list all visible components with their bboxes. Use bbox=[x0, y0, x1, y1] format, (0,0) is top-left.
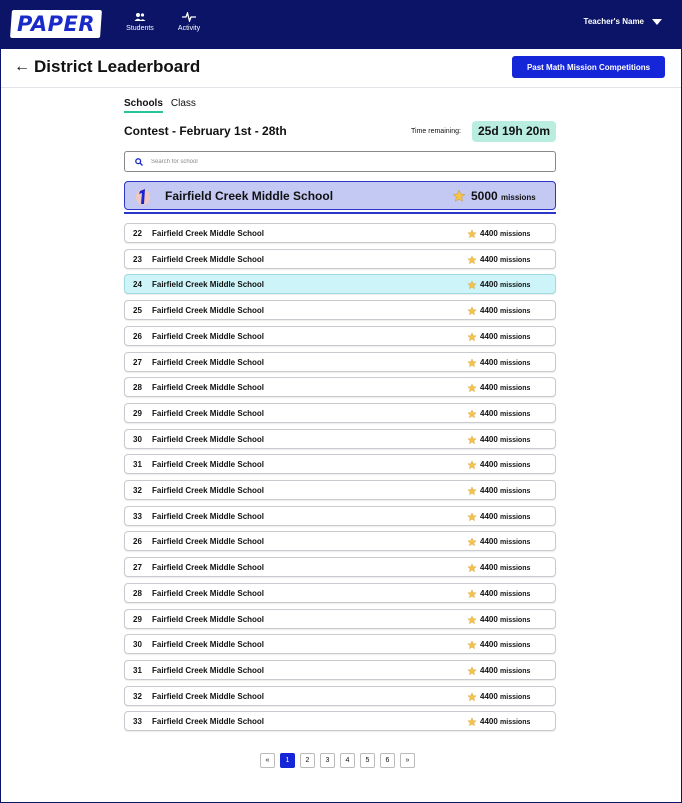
star-icon bbox=[467, 537, 477, 547]
row-count-value: 4400 bbox=[480, 331, 498, 341]
row-school-name: Fairfield Creek Middle School bbox=[152, 665, 265, 675]
table-row[interactable] bbox=[124, 711, 556, 731]
tab-class[interactable]: Class bbox=[170, 98, 196, 109]
row-mission-count bbox=[480, 435, 530, 444]
row-mission-count bbox=[480, 563, 530, 572]
star-icon bbox=[467, 512, 477, 522]
table-row[interactable] bbox=[124, 274, 556, 294]
row-count-value: 4400 bbox=[480, 691, 498, 701]
page-button-3[interactable]: 3 bbox=[320, 753, 335, 768]
star-icon bbox=[467, 255, 477, 265]
pagination bbox=[260, 753, 415, 768]
table-row[interactable] bbox=[124, 660, 556, 680]
pulse-icon bbox=[182, 12, 196, 22]
star-icon bbox=[467, 409, 477, 419]
featured-count-value: 5000 bbox=[471, 189, 498, 203]
row-mission-count bbox=[480, 229, 530, 238]
row-rank: 29 bbox=[133, 408, 142, 418]
row-school-name: Fairfield Creek Middle School bbox=[152, 691, 265, 701]
row-count-value: 4400 bbox=[480, 357, 498, 367]
row-school-name: Fairfield Creek Middle School bbox=[152, 331, 265, 341]
row-count-value: 4400 bbox=[480, 563, 498, 573]
star-icon bbox=[467, 717, 477, 727]
row-count-unit: missions bbox=[500, 359, 531, 367]
row-count-unit: missions bbox=[500, 256, 531, 264]
row-rank: 33 bbox=[133, 511, 142, 521]
tab-schools[interactable]: Schools bbox=[124, 98, 163, 113]
row-count-value: 4400 bbox=[480, 280, 498, 290]
row-school-name: Fairfield Creek Middle School bbox=[152, 434, 265, 444]
row-school-name: Fairfield Creek Middle School bbox=[152, 588, 265, 598]
contest-title: Contest - February 1st - 28th bbox=[124, 124, 287, 138]
star-icon bbox=[467, 666, 477, 676]
table-row[interactable] bbox=[124, 249, 556, 269]
star-icon bbox=[467, 486, 477, 496]
row-school-name: Fairfield Creek Middle School bbox=[152, 280, 265, 290]
row-rank: 32 bbox=[133, 691, 142, 701]
nav-activity[interactable] bbox=[167, 12, 211, 32]
row-count-unit: missions bbox=[500, 308, 531, 316]
table-row[interactable] bbox=[124, 634, 556, 654]
row-count-value: 4400 bbox=[480, 588, 498, 598]
row-rank: 30 bbox=[133, 434, 142, 444]
row-rank: 31 bbox=[133, 665, 142, 675]
star-icon bbox=[467, 358, 477, 368]
row-mission-count bbox=[480, 666, 530, 675]
table-row[interactable] bbox=[124, 454, 556, 474]
row-mission-count bbox=[480, 640, 530, 649]
row-count-value: 4400 bbox=[480, 306, 498, 316]
teacher-name: Teacher's Name bbox=[583, 17, 644, 26]
row-mission-count bbox=[480, 255, 530, 264]
row-mission-count bbox=[480, 717, 530, 726]
nav-activity-label: Activity bbox=[177, 25, 201, 32]
row-school-name: Fairfield Creek Middle School bbox=[152, 460, 265, 470]
table-row[interactable] bbox=[124, 326, 556, 346]
page-button-2[interactable]: 2 bbox=[300, 753, 315, 768]
row-mission-count bbox=[480, 383, 530, 392]
row-school-name: Fairfield Creek Middle School bbox=[152, 717, 265, 727]
row-school-name: Fairfield Creek Middle School bbox=[152, 357, 265, 367]
star-icon bbox=[467, 229, 477, 239]
row-school-name: Fairfield Creek Middle School bbox=[152, 511, 265, 521]
featured-school-row[interactable] bbox=[124, 181, 556, 210]
row-count-unit: missions bbox=[500, 642, 531, 650]
page-button-6[interactable]: 6 bbox=[380, 753, 395, 768]
row-count-unit: missions bbox=[500, 667, 531, 675]
table-row[interactable] bbox=[124, 506, 556, 526]
star-icon bbox=[467, 460, 477, 470]
teacher-menu[interactable] bbox=[584, 17, 662, 26]
top-nav-bar bbox=[0, 0, 682, 49]
nav-students-label: Students bbox=[126, 25, 154, 32]
row-count-value: 4400 bbox=[480, 665, 498, 675]
row-count-value: 4400 bbox=[480, 254, 498, 264]
star-icon bbox=[467, 332, 477, 342]
row-count-unit: missions bbox=[500, 693, 531, 701]
row-count-value: 4400 bbox=[480, 408, 498, 418]
page-button-4[interactable]: 4 bbox=[340, 753, 355, 768]
table-row[interactable] bbox=[124, 352, 556, 372]
table-row[interactable] bbox=[124, 557, 556, 577]
table-row[interactable] bbox=[124, 300, 556, 320]
row-count-unit: missions bbox=[500, 616, 531, 624]
leaderboard-tabs bbox=[124, 98, 196, 113]
row-rank: 22 bbox=[133, 229, 142, 238]
table-row[interactable] bbox=[124, 223, 556, 243]
star-icon bbox=[467, 280, 477, 290]
page-title: District Leaderboard bbox=[34, 57, 201, 76]
row-count-unit: missions bbox=[500, 385, 531, 393]
page-button-1[interactable]: 1 bbox=[280, 753, 295, 768]
row-count-unit: missions bbox=[500, 410, 531, 418]
row-rank: 31 bbox=[133, 460, 142, 470]
star-icon bbox=[467, 589, 477, 599]
row-school-name: Fairfield Creek Middle School bbox=[152, 640, 265, 650]
row-mission-count bbox=[480, 537, 530, 546]
row-rank: 27 bbox=[133, 357, 142, 367]
row-rank: 24 bbox=[133, 280, 142, 290]
row-count-value: 4400 bbox=[480, 511, 498, 521]
row-count-unit: missions bbox=[500, 565, 531, 573]
star-icon bbox=[467, 435, 477, 445]
row-count-unit: missions bbox=[500, 436, 531, 444]
row-count-value: 4400 bbox=[480, 486, 498, 495]
row-rank: 29 bbox=[133, 614, 142, 624]
row-count-value: 4400 bbox=[480, 717, 498, 727]
row-rank: 26 bbox=[133, 537, 142, 547]
star-icon bbox=[467, 306, 477, 316]
row-mission-count bbox=[480, 692, 530, 701]
caret-down-icon bbox=[652, 19, 662, 25]
row-count-unit: missions bbox=[500, 513, 531, 521]
school-search[interactable] bbox=[124, 151, 556, 172]
page-header bbox=[0, 49, 682, 88]
row-rank: 27 bbox=[133, 563, 142, 573]
star-icon bbox=[467, 383, 477, 393]
people-icon bbox=[134, 12, 146, 22]
row-rank: 26 bbox=[133, 331, 142, 341]
time-remaining-badge: 25d 19h 20m bbox=[472, 121, 556, 142]
row-mission-count bbox=[480, 358, 530, 367]
row-mission-count bbox=[480, 589, 530, 598]
search-icon bbox=[135, 158, 143, 166]
row-school-name: Fairfield Creek Middle School bbox=[152, 537, 265, 547]
row-count-value: 4400 bbox=[480, 434, 498, 444]
row-school-name: Fairfield Creek Middle School bbox=[152, 306, 265, 316]
row-mission-count bbox=[480, 280, 530, 289]
row-count-unit: missions bbox=[500, 590, 531, 598]
row-rank: 33 bbox=[133, 717, 142, 727]
star-icon bbox=[467, 692, 477, 702]
past-competitions-button[interactable]: Past Math Mission Competitions bbox=[512, 56, 665, 78]
row-school-name: Fairfield Creek Middle School bbox=[152, 408, 265, 418]
row-count-value: 4400 bbox=[480, 460, 498, 470]
row-school-name: Fairfield Creek Middle School bbox=[152, 229, 265, 238]
row-school-name: Fairfield Creek Middle School bbox=[152, 563, 265, 573]
nav-students[interactable] bbox=[118, 12, 162, 32]
logo-text: PAPER bbox=[16, 12, 96, 36]
search-input[interactable] bbox=[149, 158, 533, 166]
row-mission-count bbox=[480, 332, 530, 341]
featured-count-unit: missions bbox=[501, 193, 536, 202]
table-row[interactable] bbox=[124, 609, 556, 629]
row-mission-count bbox=[480, 615, 530, 624]
table-row[interactable] bbox=[124, 686, 556, 706]
row-mission-count bbox=[480, 306, 530, 315]
row-rank: 28 bbox=[133, 588, 142, 598]
row-count-value: 4400 bbox=[480, 383, 498, 393]
row-mission-count bbox=[480, 460, 530, 469]
table-row[interactable] bbox=[124, 429, 556, 449]
table-row[interactable] bbox=[124, 531, 556, 551]
row-school-name: Fairfield Creek Middle School bbox=[152, 486, 265, 495]
row-rank: 30 bbox=[133, 640, 142, 650]
row-count-unit: missions bbox=[500, 488, 531, 495]
row-count-value: 4400 bbox=[480, 537, 498, 547]
row-count-unit: missions bbox=[500, 282, 531, 290]
row-mission-count bbox=[480, 512, 530, 521]
medal-icon bbox=[133, 186, 153, 206]
row-count-unit: missions bbox=[500, 333, 531, 341]
row-school-name: Fairfield Creek Middle School bbox=[152, 254, 265, 264]
table-row[interactable] bbox=[124, 480, 556, 500]
row-count-unit: missions bbox=[500, 719, 531, 727]
row-rank: 28 bbox=[133, 383, 142, 393]
star-icon bbox=[467, 615, 477, 625]
row-count-unit: missions bbox=[500, 231, 531, 238]
row-count-unit: missions bbox=[500, 462, 531, 470]
back-arrow-icon[interactable]: ← bbox=[14, 58, 30, 75]
row-rank: 23 bbox=[133, 254, 142, 264]
table-row[interactable] bbox=[124, 583, 556, 603]
featured-mission-count bbox=[471, 189, 536, 203]
row-mission-count bbox=[480, 486, 530, 495]
star-icon bbox=[467, 563, 477, 573]
table-row[interactable] bbox=[124, 377, 556, 397]
featured-divider bbox=[124, 212, 556, 214]
row-count-unit: missions bbox=[500, 539, 531, 547]
last-page-button[interactable]: » bbox=[400, 753, 415, 768]
featured-school-name: Fairfield Creek Middle School bbox=[165, 189, 334, 203]
paper-logo[interactable] bbox=[10, 10, 102, 38]
time-remaining-label: Time remaining: bbox=[411, 128, 461, 135]
row-rank: 32 bbox=[133, 486, 142, 495]
row-school-name: Fairfield Creek Middle School bbox=[152, 383, 265, 393]
row-count-value: 4400 bbox=[480, 614, 498, 624]
row-school-name: Fairfield Creek Middle School bbox=[152, 614, 265, 624]
star-icon bbox=[467, 640, 477, 650]
row-mission-count bbox=[480, 409, 530, 418]
table-row[interactable] bbox=[124, 403, 556, 423]
first-page-button[interactable]: « bbox=[260, 753, 275, 768]
row-count-value: 4400 bbox=[480, 640, 498, 650]
row-count-value: 4400 bbox=[480, 229, 498, 238]
page-button-5[interactable]: 5 bbox=[360, 753, 375, 768]
row-rank: 25 bbox=[133, 306, 142, 316]
star-icon bbox=[452, 189, 466, 203]
